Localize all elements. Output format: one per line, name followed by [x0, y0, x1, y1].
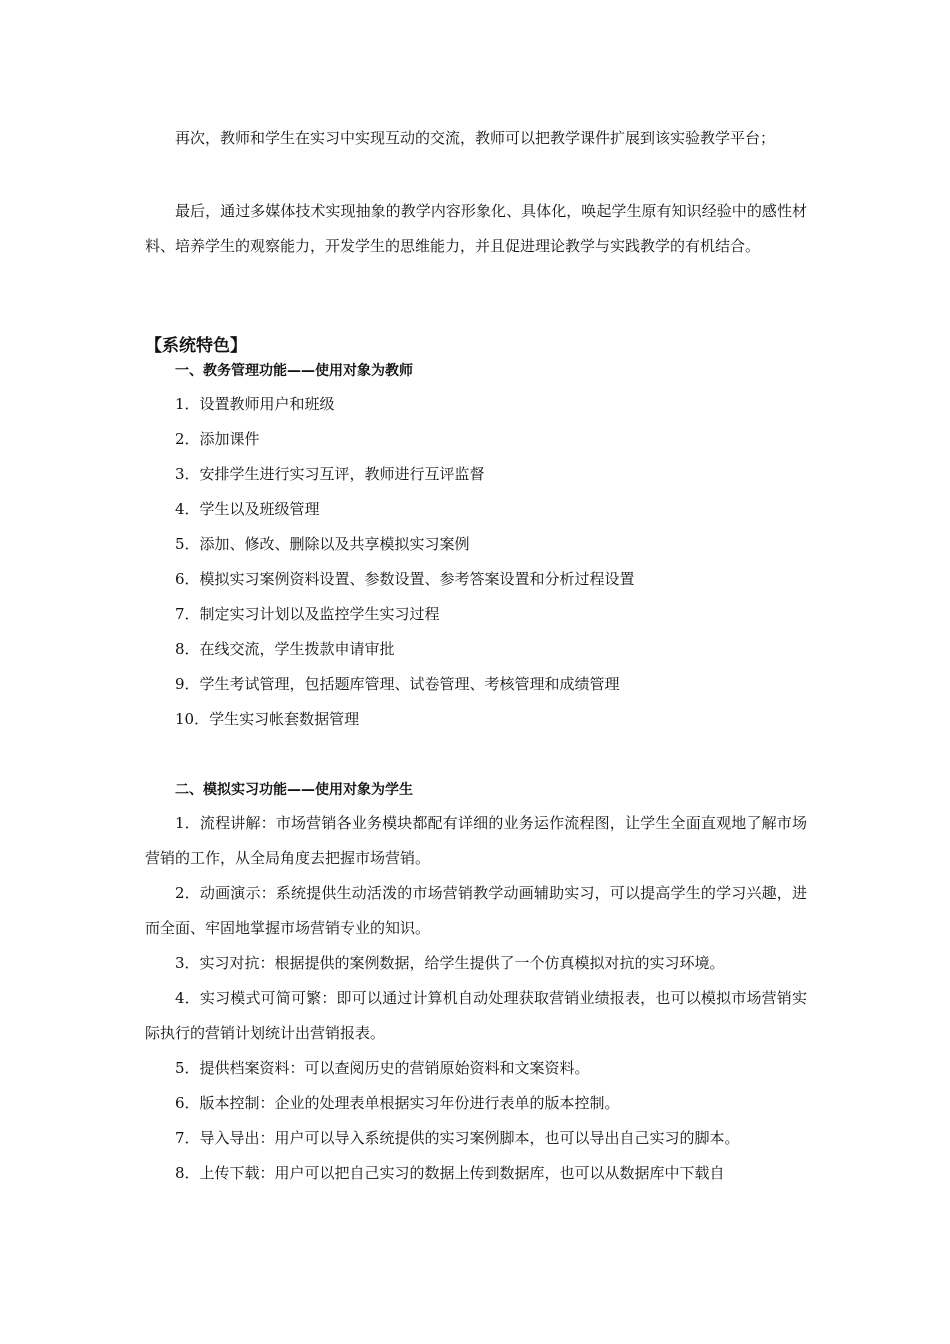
intro-paragraph-1: 再次，教师和学生在实习中实现互动的交流，教师可以把教学课件扩展到该实验教学平台；: [175, 129, 776, 147]
list-item: 8．在线交流，学生拨款申请审批: [175, 640, 395, 658]
list-item: 1．设置教师用户和班级: [175, 395, 335, 413]
list-item: 3．安排学生进行实习互评，教师进行互评监督: [175, 465, 485, 483]
list-item: 5．添加、修改、删除以及共享模拟实习案例: [175, 535, 470, 553]
student-section-title: 二、模拟实习功能——使用对象为学生: [175, 782, 413, 798]
student-feature-4: 4．实习模式可简可繁：即可以通过计算机自动处理获取营销业绩报表，也可以模拟市场营销实际执行的营销计划统计出营销报表。: [145, 989, 807, 1042]
list-item: 7．制定实习计划以及监控学生实习过程: [175, 605, 440, 623]
student-feature-2: 2．动画演示：系统提供生动活泼的市场营销教学动画辅助实习，可以提高学生的学习兴趣，进而全面、牢固地掌握市场营销专业的知识。: [145, 884, 807, 937]
list-item: 4．学生以及班级管理: [175, 500, 320, 518]
list-item: 10．学生实习帐套数据管理: [175, 710, 360, 728]
student-feature-3: 3．实习对抗：根据提供的案例数据，给学生提供了一个仿真模拟对抗的实习环境。: [175, 954, 725, 972]
list-item: 9．学生考试管理，包括题库管理、试卷管理、考核管理和成绩管理: [175, 675, 620, 693]
student-feature-6: 6．版本控制：企业的处理表单根据实习年份进行表单的版本控制。: [175, 1094, 620, 1112]
teacher-section-title: 一、教务管理功能——使用对象为教师: [175, 363, 413, 379]
intro-paragraph-2: 最后，通过多媒体技术实现抽象的教学内容形象化、具体化，唤起学生原有知识经验中的感性材料、培养学生的观察能力，开发学生的思维能力，并且促进理论教学与实践教学的有机结合。: [145, 202, 807, 255]
student-feature-7: 7．导入导出：用户可以导入系统提供的实习案例脚本，也可以导出自己实习的脚本。: [175, 1129, 740, 1147]
student-feature-5: 5．提供档案资料：可以查阅历史的营销原始资料和文案资料。: [175, 1059, 590, 1077]
list-item: 2．添加课件: [175, 430, 260, 448]
list-item: 6．模拟实习案例资料设置、参数设置、参考答案设置和分析过程设置: [175, 570, 635, 588]
section-title: 【系统特色】: [145, 336, 247, 356]
student-feature-1: 1．流程讲解：市场营销各业务模块都配有详细的业务运作流程图，让学生全面直观地了解市场营销的工作，从全局角度去把握市场营销。: [145, 814, 807, 867]
student-feature-8: 8．上传下载：用户可以把自己实习的数据上传到数据库，也可以从数据库中下载自: [175, 1164, 725, 1182]
